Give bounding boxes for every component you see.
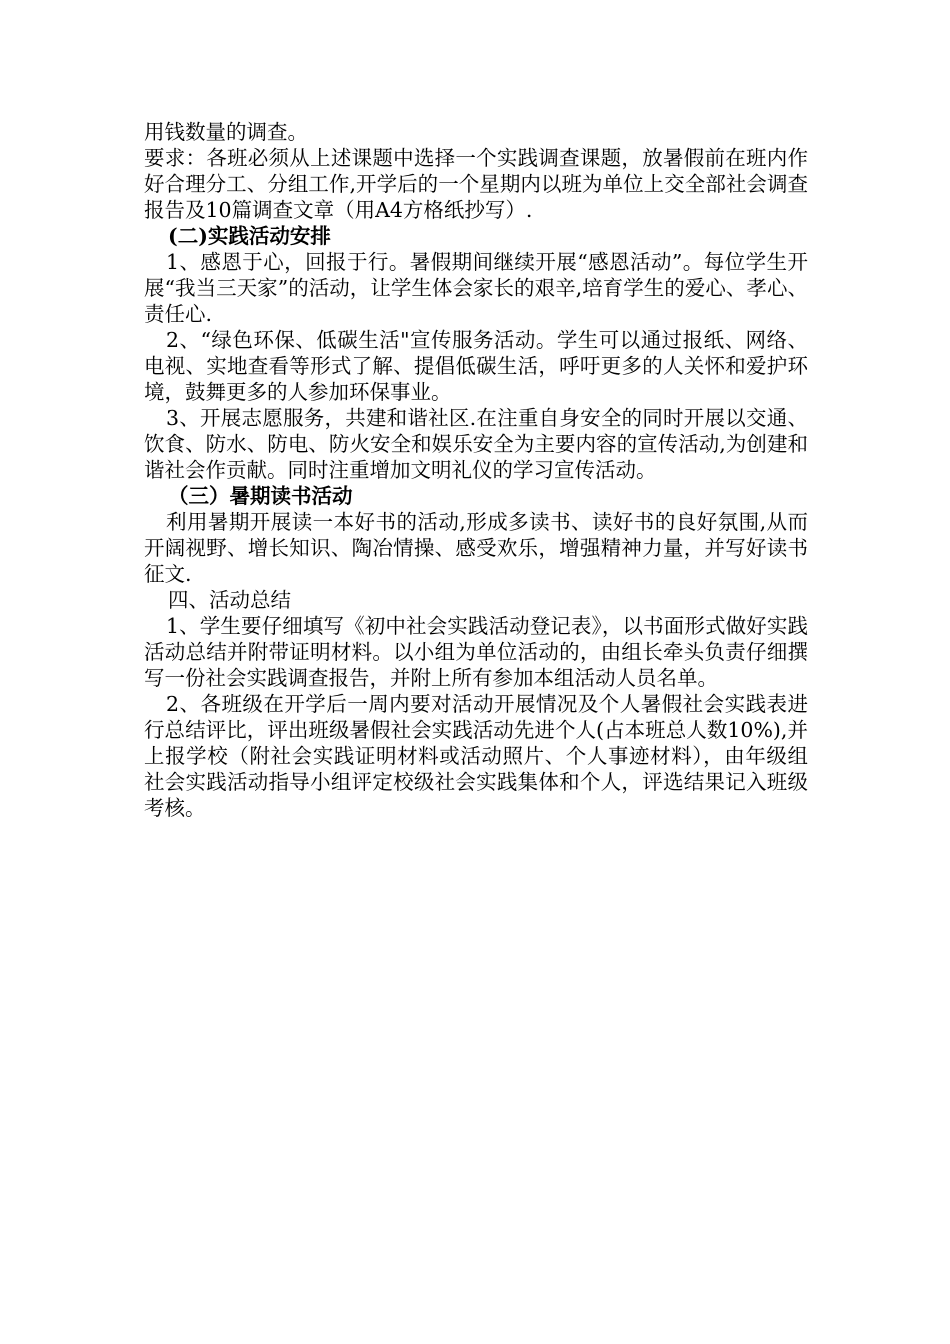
document-body bbox=[144, 119, 808, 821]
paragraph-reading-activity: 利用暑期开展读一本好书的活动,形成多读书、读好书的良好氛围,从而开阔视野、增长知识、陶冶情操、感受欢乐，增强精神力量，并写好读书征文. bbox=[144, 510, 808, 586]
paragraph-volunteer-service: 3、开展志愿服务，共建和谐社区.在注重自身安全的同时开展以交通、饮食、防水、防电、防火安全和娱乐安全为主要内容的宣传活动,为创建和谐社会作贡献。同时注重增加文明礼仪的学习宣传活动。 bbox=[144, 406, 808, 482]
paragraph-green-low-carbon: 2、“绿色环保、低碳生活"宣传服务活动。学生可以通过报纸、网络、电视、实地查看等形式了解、提倡低碳生活，呼吁更多的人关怀和爱护环境，鼓舞更多的人参加环保事业。 bbox=[144, 328, 808, 404]
paragraph-survey-tail: 用钱数量的调查。 bbox=[144, 120, 308, 144]
section-heading-practice-arrangement: (二)实践活动安排 bbox=[168, 224, 331, 248]
paragraph-summary-evaluation: 2、各班级在开学后一周内要对活动开展情况及个人暑假社会实践表进行总结评比，评出班级暑假社会实践活动先进个人(占本班总人数10%),并上报学校（附社会实践证明材料或活动照片、个人事迹材料），由年级组社会实践活动指导小组评定校级社会实践集体和个人，评选结果记入班级考核。 bbox=[144, 692, 808, 820]
section-heading-activity-summary: 四、活动总结 bbox=[168, 588, 291, 612]
section-heading-summer-reading: （三）暑期读书活动 bbox=[168, 484, 353, 508]
paragraph-gratitude-activity: 1、感恩于心，回报于行。暑假期间继续开展“感恩活动”。每位学生开展“我当三天家”的活动，让学生体会家长的艰辛,培育学生的爱心、孝心、责任心. bbox=[144, 250, 808, 326]
paragraph-requirements: 要求：各班必须从上述课题中选择一个实践调查课题，放暑假前在班内作好合理分工、分组工作,开学后的一个星期内以班为单位上交全部社会调查报告及10篇调查文章（用A4方格纸抄写）. bbox=[144, 146, 808, 222]
paragraph-summary-registration: 1、学生要仔细填写《初中社会实践活动登记表》，以书面形式做好实践活动总结并附带证明材料。以小组为单位活动的，由组长牵头负责仔细撰写一份社会实践调查报告，并附上所有参加本组活动人员名单。 bbox=[144, 614, 808, 690]
